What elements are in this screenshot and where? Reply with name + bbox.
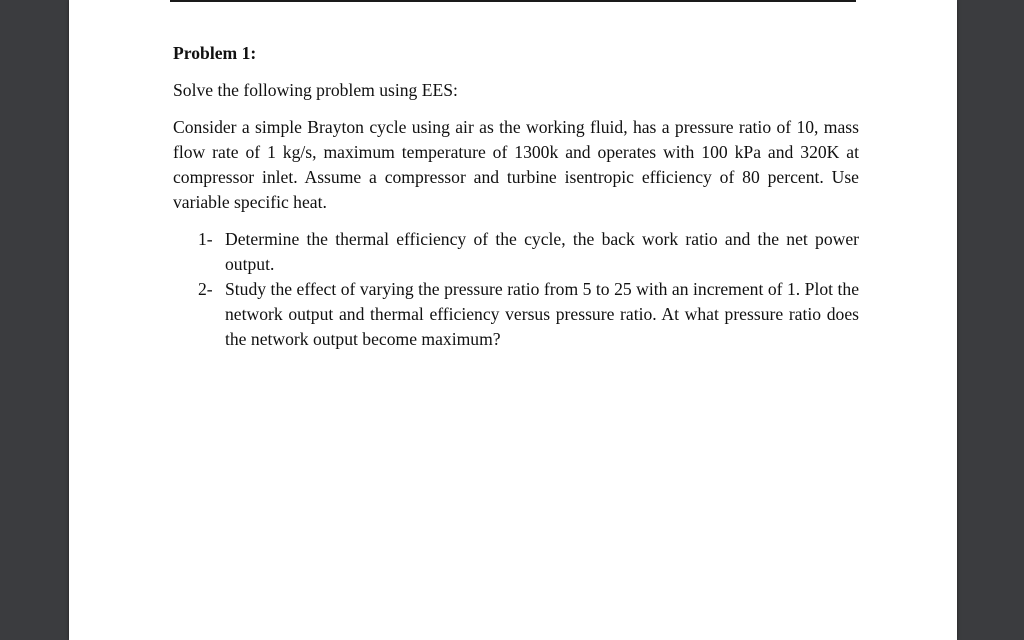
problem-statement: Consider a simple Brayton cycle using air as the working fluid, has a pressure ratio of 10, mass flow rate of 1 kg/s, maximum temperature of 1300k and operates with 100 kPa and 320K at compressor inlet. Assume a compressor and turbine isentropic efficiency of 80 percent. Use variable specific heat.	[173, 117, 859, 212]
task-list	[173, 227, 859, 352]
document-page	[69, 0, 957, 640]
page-content	[173, 41, 859, 352]
list-item	[198, 277, 859, 352]
instruction-text: Solve the following problem using EES:	[173, 80, 458, 100]
task-number: 2-	[198, 279, 213, 299]
task-number: 1-	[198, 229, 213, 249]
list-item	[198, 227, 859, 277]
problem-title: Problem 1:	[173, 43, 257, 63]
task-text: Determine the thermal efficiency of the cycle, the back work ratio and the net power output.	[225, 229, 859, 274]
task-text: Study the effect of varying the pressure ratio from 5 to 25 with an increment of 1. Plot the network output and thermal efficiency versus pressure ratio. At what pressure ratio does the network output become maximum?	[225, 279, 859, 349]
top-divider	[170, 0, 856, 2]
